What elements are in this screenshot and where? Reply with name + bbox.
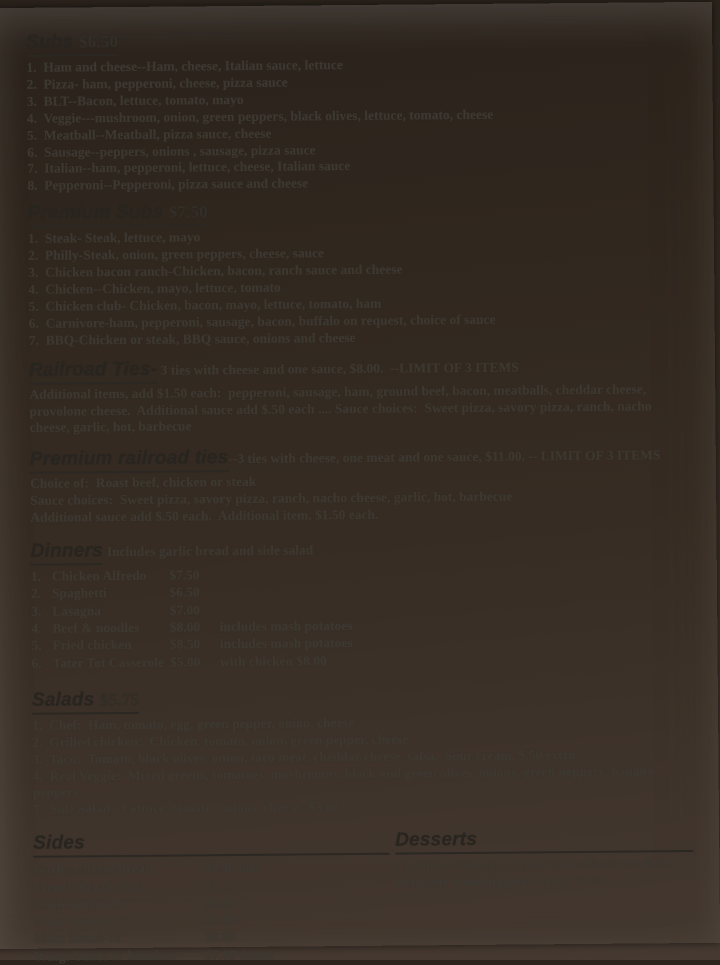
menu-item: 6. Sausage--peppers, onions , sausage, pizza sauce [27,139,687,162]
section-sides [33,830,390,965]
dinner-item-price: $6.50 [169,584,209,602]
dinner-item-number: 3. [31,602,52,619]
menu-content [0,2,720,965]
dinner-item-name: Beef & noodles [52,619,166,637]
dinner-item-name: Chicken Alfredo [52,567,166,585]
side-item-price: $2.00 loaf [205,860,261,875]
salads-price: $5.75 [100,690,139,709]
railroad-ties-intro: 3 ties with cheese and one sauce, $8.00. --LIMIT OF 3 ITEMS [157,359,519,377]
premium-railroad-intro: --3 ties with cheese, one meat and one sauce, $11.00. -- LIMIT OF 3 ITEMS [228,448,660,467]
dinner-item-price: $5.00 [170,653,210,671]
side-item-name: Wings-bones or boneless [34,946,202,965]
desserts-heading-rule [395,827,693,855]
subs-heading-row [26,26,686,57]
dinner-item-note: includes mash potatoes [220,618,353,634]
side-item-name: Main Bread -10" [34,894,202,913]
dessert-item: Delicious Hummingbird cake: $5.00 [395,872,693,892]
menu-item: 2. Grilled chicken: Chicken, tomato, onion, green pepper, cheese [32,729,692,752]
section-desserts [395,827,694,961]
premium-subs-heading-label: Premium Subs [28,202,164,224]
side-item [34,944,390,964]
menu-item: 1. Ham and cheese--Ham, cheese, Italian sauce, lettuce [26,54,686,77]
menu-item: 5. Side Salad: Lettuce, tomato, onions, cheese--$3.00 [33,796,693,819]
side-item-price: $6.00 [205,895,236,910]
menu-item: 3. BLT--Bacon, lettuce, tomato, mayo [27,88,687,111]
dinner-item-number: 1. [31,568,52,585]
dinner-item-price: $8.00 [170,618,210,636]
menu-item: 1. Steak- Steak, lettuce, mayo [28,225,688,248]
dinner-item-note: includes mash potatoes [220,635,353,651]
menu-item: 2. Pizza- ham, pepperoni, cheese, pizza sauce [27,71,687,94]
premium-subs-heading [28,201,208,228]
dinners-heading-row [31,535,691,566]
menu-item: 1. Chef: Ham, tomato, egg, green pepper, onion, cheese [32,712,692,735]
dinner-item-name: Lasagna [52,601,166,619]
salads-heading-row [32,684,692,715]
menu-item: 6. Carnivore-ham, pepperoni, sausage, bacon, buffalo on request, choice of sauce [29,310,689,333]
menu-item: 2. Philly-Steak, onion, green peppers, cheese, sauce [28,242,688,265]
subs-heading [26,31,118,57]
dinner-item-name: Tater Tot Casserole [53,653,167,671]
section-subs [26,26,687,195]
subs-heading-label: Subs [26,31,73,52]
menu-item: 7. Italian--ham, pepperoni, lettuce, cheese, Italian sauce [27,156,687,179]
menu-item: 8. Pepperoni--Pepperoni, pizza sauce and cheese [27,172,687,195]
menu-item: 4. Real Veggie: Mixed greens, tomatoes, mushrooms, black and green olives, onions, green peppers, banana peppers. [33,763,693,803]
dessert-item: Cookies of the day: $.50 each or $5.00 per dozen [395,855,693,875]
railroad-ties-details: Additional items, add $1.50 each: pepperoni, sausage, ham, ground beef, bacon, meatballs, cheddar cheese, provolone cheese. Additional sauce add $.50 each .... Sauce choices: Sweet pizza, savory pizza, ranch, nacho cheese, garlic, hot, barbecue [29,381,689,437]
dinner-item-price: $7.50 [169,566,209,584]
subs-price: $6.50 [79,32,118,51]
dinner-item-name: Spaghetti [52,584,166,602]
railroad-ties-heading-row [29,354,689,385]
side-item-price: $2.75 [205,878,236,893]
side-item-name: Garlic Cheese Bread [33,860,201,879]
section-dinners [31,535,692,672]
menu-item: 3. Taco: Tomato, black olives, onion, taco meat, cheddar cheese, salsa. Sour cream, $.50 extra. [32,746,692,769]
menu-item: 4. Veggie---mushroom, onion, green peppers, black olives, lettuce, tomato, cheese [27,105,687,128]
dinner-item-name: Fried chicken [52,636,166,654]
premium-railroad-line: Sauce choices: Sweet pizza, savory pizza, ranch, nacho cheese, garlic, hot, barbecue [30,487,690,510]
dinner-item-number: 4. [31,620,52,637]
railroad-ties-heading: Railroad Ties- [29,358,157,384]
menu-item: 4. Chicken--Chicken, mayo, lettuce, tomato [28,276,688,299]
premium-subs-heading-row [28,197,688,228]
menu-paper [0,2,720,949]
premium-railroad-line: Choice of: Roast beef, chicken or steak [30,470,690,493]
side-item-name: French Bread pizza [34,877,202,896]
dinner-item-number: 2. [31,585,52,602]
menu-item: 5. Meatball--Meatball, pizza sauce, cheese [27,122,687,145]
dinner-item-price: $7.00 [169,601,209,619]
section-premium-railroad-ties [30,443,691,526]
premium-railroad-heading-row [30,443,690,474]
side-item-price: $7.00 [205,912,236,927]
side-item-name: Main Bread-12" [34,911,202,930]
dinner-item-number: 5. [31,637,52,654]
desserts-heading: Desserts [395,829,477,852]
dinner-item-price: $8.50 [170,635,210,653]
sides-heading-rule [33,830,389,858]
dinner-item-number: 6. [32,654,53,671]
menu-item: 3. Chicken bacon ranch-Chicken, bacon, ranch sauce and cheese [28,259,688,282]
dinner-item-note: with chicken $8.00 [220,653,327,669]
side-item-name: Main Bread-14" [34,929,202,948]
salads-heading [32,689,139,715]
section-salads [32,684,693,819]
menu-item: 5. Chicken club- Chicken, bacon, mayo, lettuce, tomato, ham [28,293,688,316]
salads-heading-label: Salads [32,689,95,711]
premium-railroad-heading: Premium railroad ties [30,447,229,474]
side-item-price: $7.00 dozen [205,946,273,962]
section-premium-subs [28,197,689,349]
premium-subs-price: $7.50 [169,202,208,221]
premium-railroad-line: Additional sauce add $.50 each. Additional item, $1.50 each. [30,504,690,527]
side-item-price: $8.00 [205,929,236,944]
dinners-heading: Dinners [31,540,103,566]
sides-heading: Sides [33,833,85,855]
section-railroad-ties [29,354,690,437]
bottom-columns [33,827,694,965]
dinners-tagline: Includes garlic bread and side salad [107,542,314,559]
menu-item: 7. BBQ-Chicken or steak, BBQ sauce, onions and cheese [29,327,689,350]
